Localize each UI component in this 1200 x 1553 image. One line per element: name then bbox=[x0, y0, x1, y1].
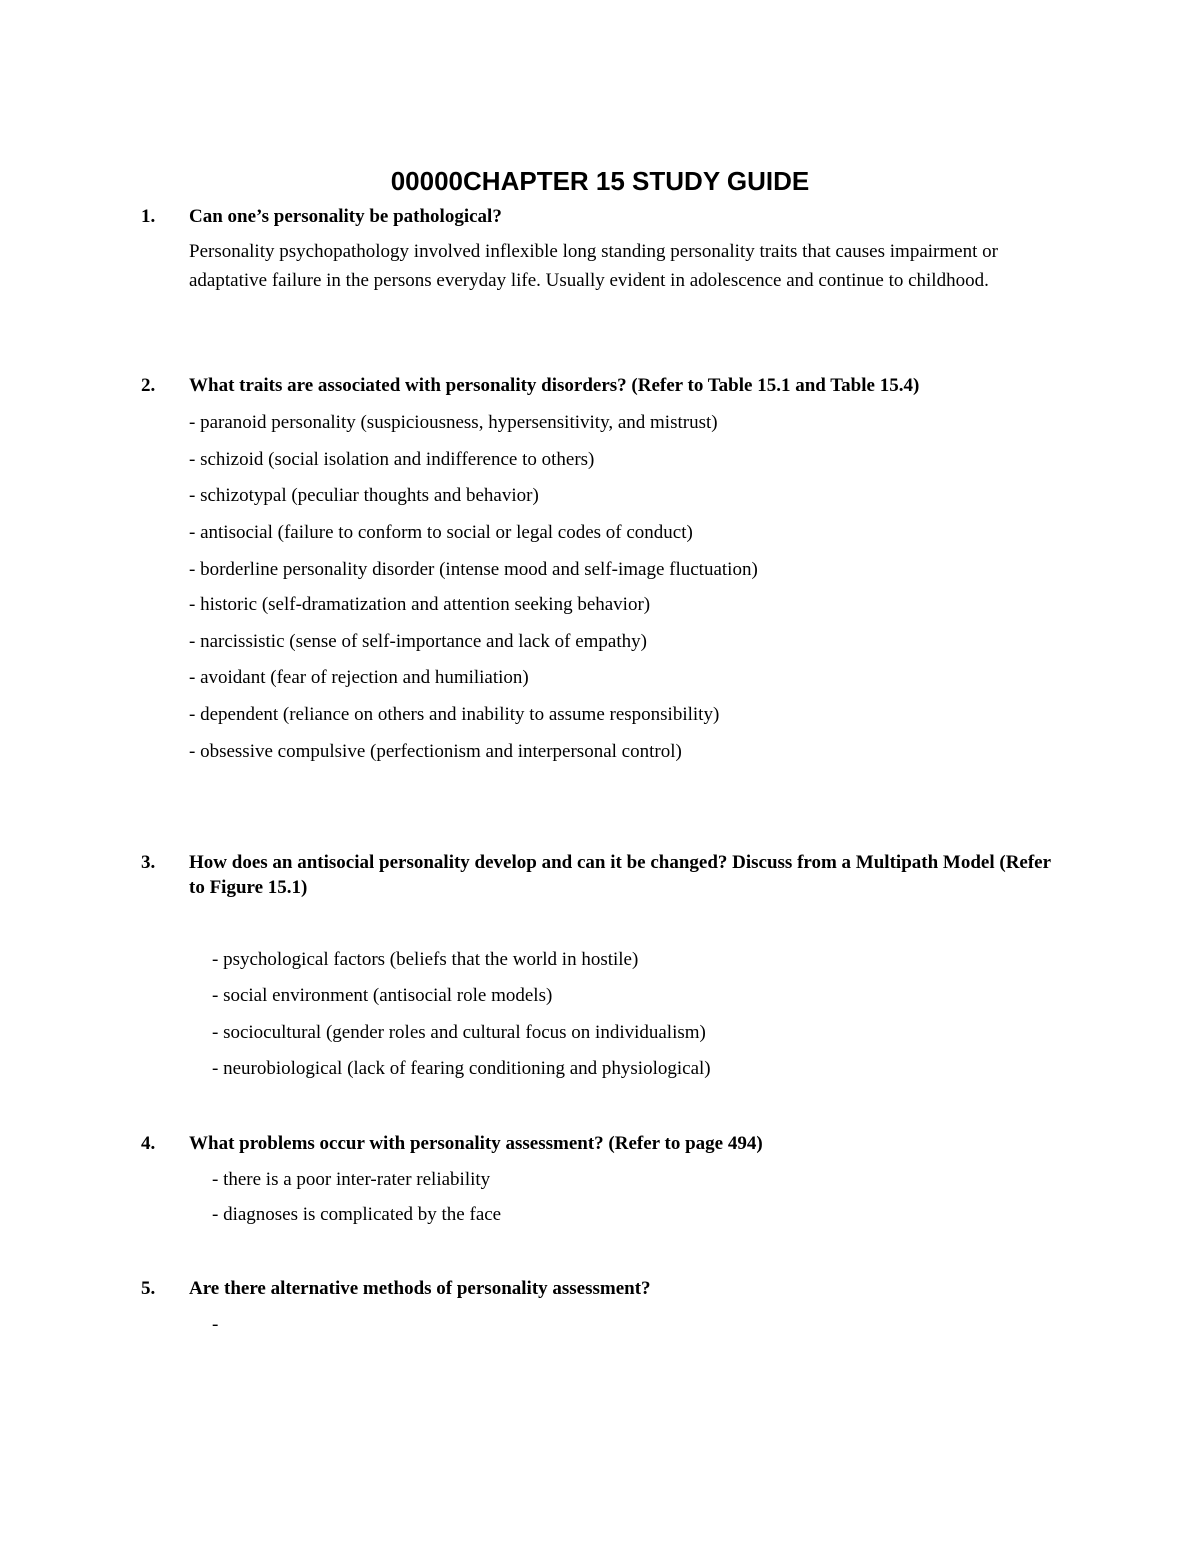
trait-item-schizotypal: - schizotypal (peculiar thoughts and behavior) bbox=[189, 485, 539, 506]
trait-item-borderline: - borderline personality disorder (intense mood and self-image fluctuation) bbox=[189, 559, 758, 580]
question-1-answer: Personality psychopathology involved inflexible long standing personality traits that causes impairment or adaptative failure in the persons everyday life. Usually evident in adolescence and continue to childhood. bbox=[189, 241, 998, 291]
question-1-number: 1. bbox=[141, 206, 156, 227]
question-4-text: What problems occur with personality assessment? (Refer to page 494) bbox=[189, 1133, 763, 1154]
question-3-text: How does an antisocial personality develop and can it be changed? Discuss from a Multipath Model (Refer to Figure 15.1) bbox=[189, 852, 1051, 898]
trait-item-historic: - historic (self-dramatization and attention seeking behavior) bbox=[189, 594, 651, 615]
question-2-number: 2. bbox=[141, 375, 156, 396]
page-title: 00000CHAPTER 15 STUDY GUIDE bbox=[390, 166, 810, 196]
question-2-text: What traits are associated with personality disorders? (Refer to Table 15.1 and Table 15.4) bbox=[189, 375, 920, 396]
question-5-number: 5. bbox=[141, 1278, 156, 1299]
question-5-text: Are there alternative methods of personality assessment? bbox=[189, 1278, 651, 1299]
trait-item-narcissistic: - narcissistic (sense of self-importance and lack of empathy) bbox=[189, 631, 647, 652]
alternative-method-item: - bbox=[212, 1314, 219, 1335]
question-1-text: Can one’s personality be pathological? bbox=[189, 206, 502, 227]
multipath-item-neurobiological: - neurobiological (lack of fearing conditioning and physiological) bbox=[212, 1058, 711, 1079]
trait-item-obsessive-compulsive: - obsessive compulsive (perfectionism and interpersonal control) bbox=[189, 741, 682, 762]
question-4-number: 4. bbox=[141, 1133, 156, 1154]
assessment-problem-item: - diagnoses is complicated by the face bbox=[212, 1204, 502, 1225]
multipath-item-psychological: - psychological factors (beliefs that the world in hostile) bbox=[212, 949, 639, 970]
trait-item-schizoid: - schizoid (social isolation and indifference to others) bbox=[189, 449, 595, 470]
trait-item-paranoid: - paranoid personality (suspiciousness, hypersensitivity, and mistrust) bbox=[189, 412, 718, 433]
trait-item-avoidant: - avoidant (fear of rejection and humiliation) bbox=[189, 667, 529, 688]
question-3-number: 3. bbox=[141, 852, 156, 873]
multipath-item-social: - social environment (antisocial role models) bbox=[212, 985, 553, 1006]
multipath-item-sociocultural: - sociocultural (gender roles and cultural focus on individualism) bbox=[212, 1022, 706, 1043]
assessment-problem-item: - there is a poor inter-rater reliability bbox=[212, 1169, 491, 1190]
trait-item-dependent: - dependent (reliance on others and inability to assume responsibility) bbox=[189, 704, 720, 725]
trait-item-antisocial: - antisocial (failure to conform to social or legal codes of conduct) bbox=[189, 522, 693, 543]
